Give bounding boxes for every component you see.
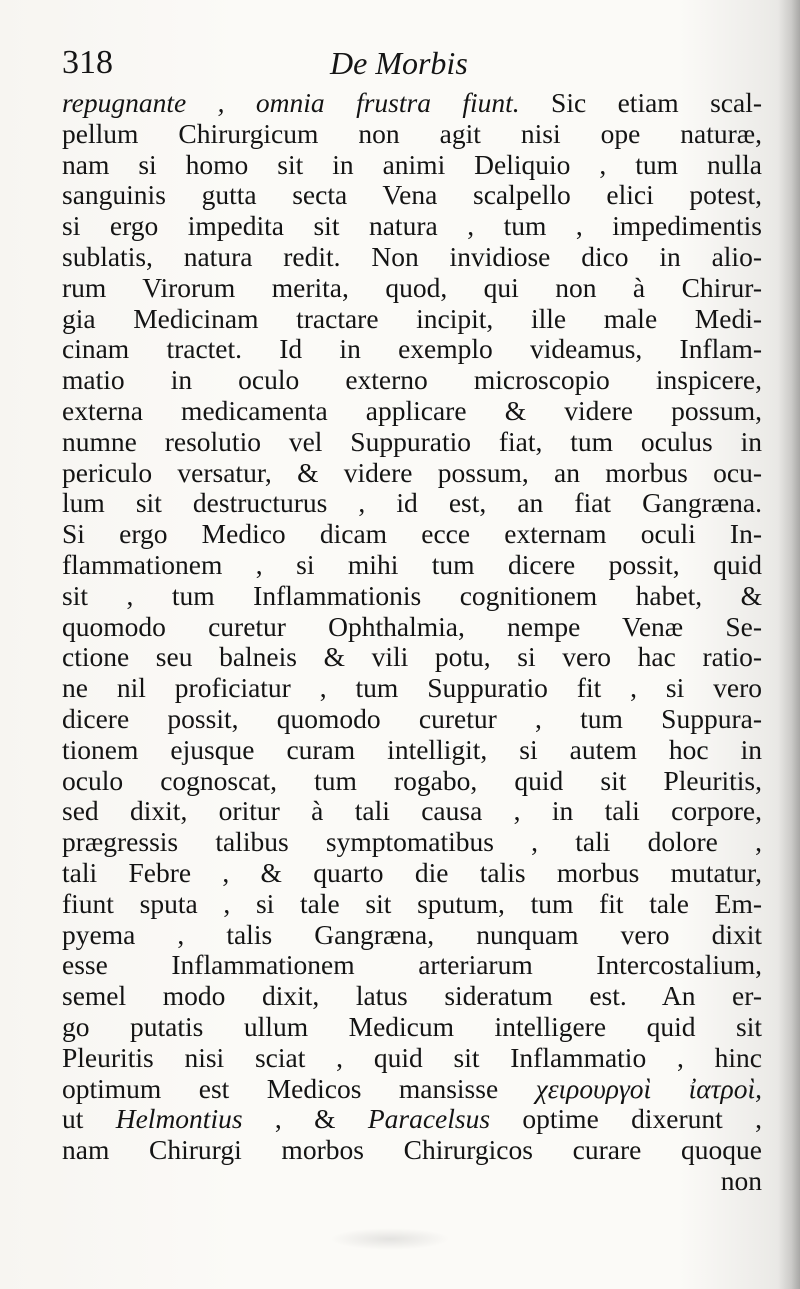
text-line: [62, 519, 762, 550]
text-segment: oculo cognoscat, tum rogabo, quid sit Pleuritis,: [62, 764, 762, 796]
text-line: [62, 1074, 762, 1105]
text-segment: Si ergo Medico dicam ecce externam oculi In-: [62, 518, 762, 550]
text-line: [62, 550, 762, 581]
text-line: [62, 1135, 762, 1166]
text-segment: fiunt sputa , si tale sit sputum, tum fit tale Em-: [62, 887, 762, 919]
text-line: [62, 704, 762, 735]
text-line: [62, 796, 762, 827]
text-segment: nam si homo sit in animi Deliquio , tum nulla: [62, 148, 762, 180]
text-line: [62, 273, 762, 304]
text-segment: esse Inflammationem arteriarum Intercostalium,: [62, 949, 762, 981]
text-segment: rum Virorum merita, quod, qui non à Chirur-: [62, 271, 762, 303]
text-line: [62, 642, 762, 673]
text-line: [62, 458, 762, 489]
text-segment: numne resolutio vel Suppuratio fiat, tum oculus in: [62, 425, 762, 457]
text-segment: sed dixit, oritur à tali causa , in tali corpore,: [62, 795, 762, 827]
text-line: [62, 427, 762, 458]
text-line: [62, 488, 762, 519]
text-segment: repugnante , omnia frustra fiunt.: [62, 87, 520, 118]
text-line: [62, 766, 762, 797]
ink-smudge: [330, 1228, 450, 1250]
text-line: [62, 211, 762, 242]
running-head: De Morbis: [330, 45, 468, 81]
text-segment: quomodo curetur Ophthalmia, nempe Venæ Se-: [62, 610, 762, 642]
text-segment: optimum est Medicos mansisse: [62, 1072, 536, 1104]
text-line: [62, 889, 762, 920]
text-segment: sanguinis gutta secta Vena scalpello elici potest,: [62, 179, 762, 211]
text-segment: Pleuritis nisi sciat , quid sit Inflammatio , hinc: [62, 1041, 762, 1073]
text-segment: cinam tractet. Id in exemplo videamus, Inflam-: [62, 333, 762, 365]
page-header: [62, 40, 762, 86]
text-segment: gia Medicinam tractare incipit, ille male Medi-: [62, 302, 762, 334]
text-line: [62, 119, 762, 150]
text-segment: Paracelsus: [367, 1103, 491, 1135]
text-segment: semel modo dixit, latus sideratum est. An er-: [62, 980, 762, 1012]
text-segment: tionem ejusque curam intelligit, si autem hoc in: [62, 733, 762, 765]
body-text: [62, 88, 762, 1197]
text-line: [62, 827, 762, 858]
text-line: [62, 581, 762, 612]
text-line: [62, 180, 762, 211]
text-line: [62, 304, 762, 335]
text-segment: pellum Chirurgicum non agit nisi ope naturæ,: [62, 117, 762, 149]
text-segment: lum sit destructurus , id est, an fiat Gangræna.: [62, 487, 762, 519]
text-segment: ut: [62, 1103, 116, 1135]
catchword: non: [720, 1164, 762, 1196]
text-segment: sit , tum Inflammationis cognitionem habet, &: [62, 579, 762, 611]
text-line: [62, 1043, 762, 1074]
text-segment: prægressis talibus symptomatibus , tali dolore ,: [62, 826, 762, 858]
text-line: [62, 981, 762, 1012]
text-segment: periculo versatur, & videre possum, an morbus ocu-: [62, 456, 762, 488]
text-segment: sublatis, natura redit. Non invidiose dico in alio-: [62, 240, 762, 272]
text-segment: nam Chirurgi morbos Chirurgicos curare quoque: [62, 1134, 762, 1166]
page-number: 318: [62, 44, 113, 81]
text-line: [62, 242, 762, 273]
text-line: [62, 612, 762, 643]
text-line: [62, 673, 762, 704]
text-segment: Sic etiam scal-: [519, 87, 762, 118]
text-line: [62, 950, 762, 981]
text-segment: χειρουργοὶ ἰατροὶ,: [535, 1072, 762, 1104]
page-edge-shadow: [778, 0, 800, 1289]
text-line: [62, 396, 762, 427]
text-line: [62, 1104, 762, 1135]
text-segment: externa medicamenta applicare & videre possum,: [62, 394, 762, 426]
text-segment: matio in oculo externo microscopio inspicere,: [62, 364, 762, 396]
text-line: [62, 920, 762, 951]
text-segment: ne nil proficiatur , tum Suppuratio fit , si vero: [62, 672, 762, 704]
text-line: [62, 88, 762, 119]
text-segment: pyema , talis Gangræna, nunquam vero dixit: [62, 918, 762, 950]
text-line: [62, 365, 762, 396]
text-line: [62, 735, 762, 766]
text-segment: Helmontius: [115, 1103, 243, 1135]
text-line: [62, 334, 762, 365]
text-segment: flammationem , si mihi tum dicere possit, quid: [62, 548, 762, 580]
text-segment: go putatis ullum Medicum intelligere quid sit: [62, 1010, 762, 1042]
text-line: [62, 150, 762, 181]
text-segment: dicere possit, quomodo curetur , tum Suppura-: [62, 702, 762, 734]
text-line: [62, 858, 762, 889]
text-segment: ctione seu balneis & vili potu, si vero hac ratio-: [62, 641, 762, 673]
text-segment: si ergo impedita sit natura , tum , impedimentis: [62, 210, 762, 242]
text-segment: tali Febre , & quarto die talis morbus mutatur,: [62, 856, 762, 888]
text-line: [62, 1012, 762, 1043]
text-segment: optime dixerunt ,: [490, 1103, 762, 1135]
text-segment: , &: [242, 1103, 368, 1135]
